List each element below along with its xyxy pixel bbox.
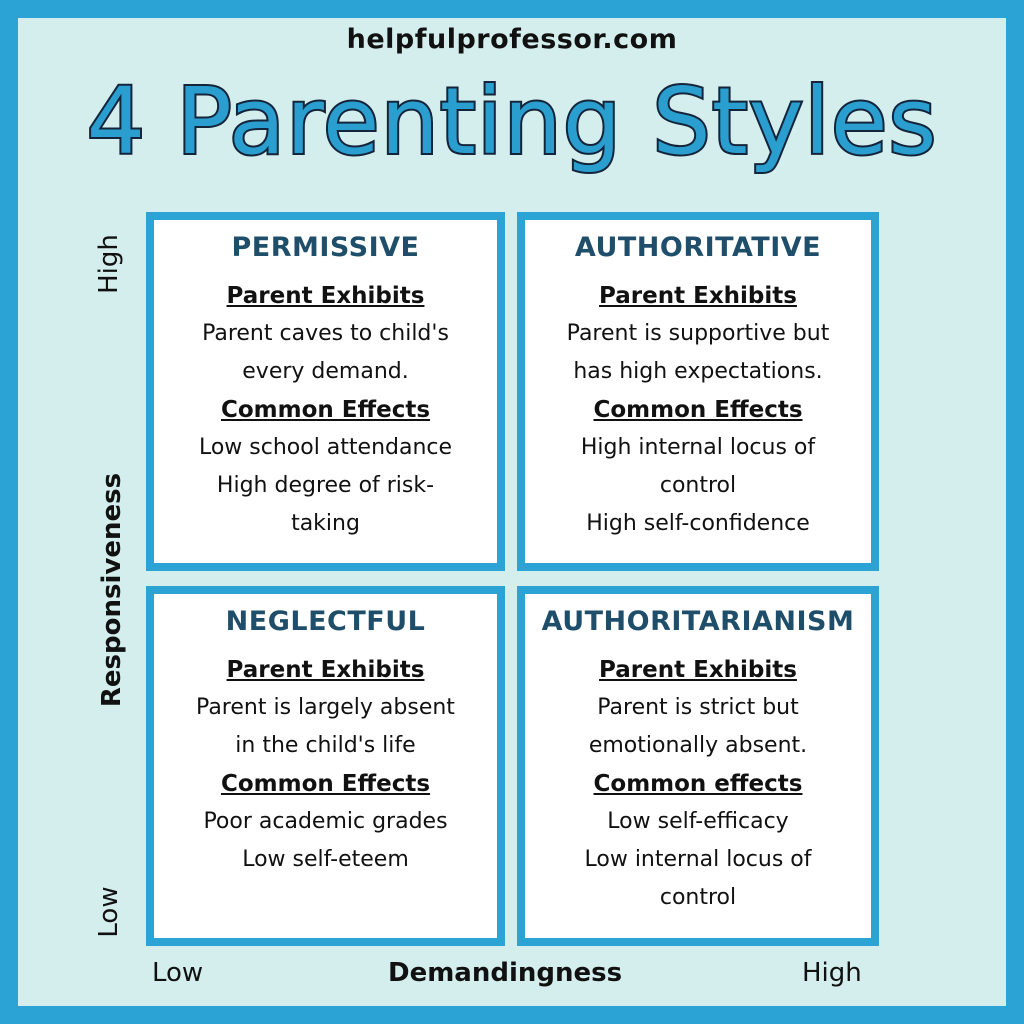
effects-line: Low self-eteem [242,847,409,872]
exhibits-line: Parent is strict but [597,695,799,720]
y-axis-high-label: High [94,234,124,294]
y-axis-low-label: Low [94,886,124,938]
effects-line: High degree of risk- [216,473,435,498]
parent-exhibits-heading: Parent Exhibits [226,657,425,683]
effects-line: control [659,473,737,498]
quadrant-authoritarianism [517,586,879,946]
quadrant-title: NEGLECTFUL [225,606,426,637]
effects-line: control [659,885,737,910]
effects-line: Poor academic grades [203,809,448,834]
common-effects-heading: Common Effects [220,397,431,423]
exhibits-line: has high expectations. [573,359,823,384]
exhibits-line: in the child's life [235,733,416,758]
parent-exhibits-heading: Parent Exhibits [599,657,797,683]
x-axis-low-label: Low [152,958,204,988]
exhibits-line: every demand. [242,359,409,384]
parent-exhibits-heading: Parent Exhibits [226,283,425,309]
quadrant-permissive [146,212,505,571]
quadrant-title: AUTHORITARIANISM [541,606,855,637]
exhibits-line: Parent is supportive but [566,321,830,346]
exhibits-line: emotionally absent. [588,733,808,758]
page-title: 4 Parenting Styles [86,68,938,175]
quadrant-neglectful [146,586,505,946]
quadrant-title: AUTHORITATIVE [574,232,822,263]
x-axis-high-label: High [802,958,862,988]
common-effects-heading: Common Effects [593,397,803,423]
y-axis-title: Responsiveness [97,472,127,708]
effects-line: taking [291,511,360,536]
effects-line: High internal locus of [580,435,816,460]
common-effects-heading: Common Effects [220,771,431,797]
site-name: helpfulprofessor.com [346,24,678,55]
parent-exhibits-heading: Parent Exhibits [599,283,797,309]
quadrant-authoritative [517,212,879,571]
effects-line: Low school attendance [198,435,453,460]
effects-line: Low internal locus of [584,847,812,872]
exhibits-line: Parent caves to child's [202,321,449,346]
x-axis-title: Demandingness [388,958,623,988]
exhibits-line: Parent is largely absent [196,695,455,720]
common-effects-heading: Common effects [593,771,803,797]
effects-line: Low self-efficacy [607,809,789,834]
effects-line: High self-confidence [586,511,810,536]
quadrant-title: PERMISSIVE [231,232,420,263]
